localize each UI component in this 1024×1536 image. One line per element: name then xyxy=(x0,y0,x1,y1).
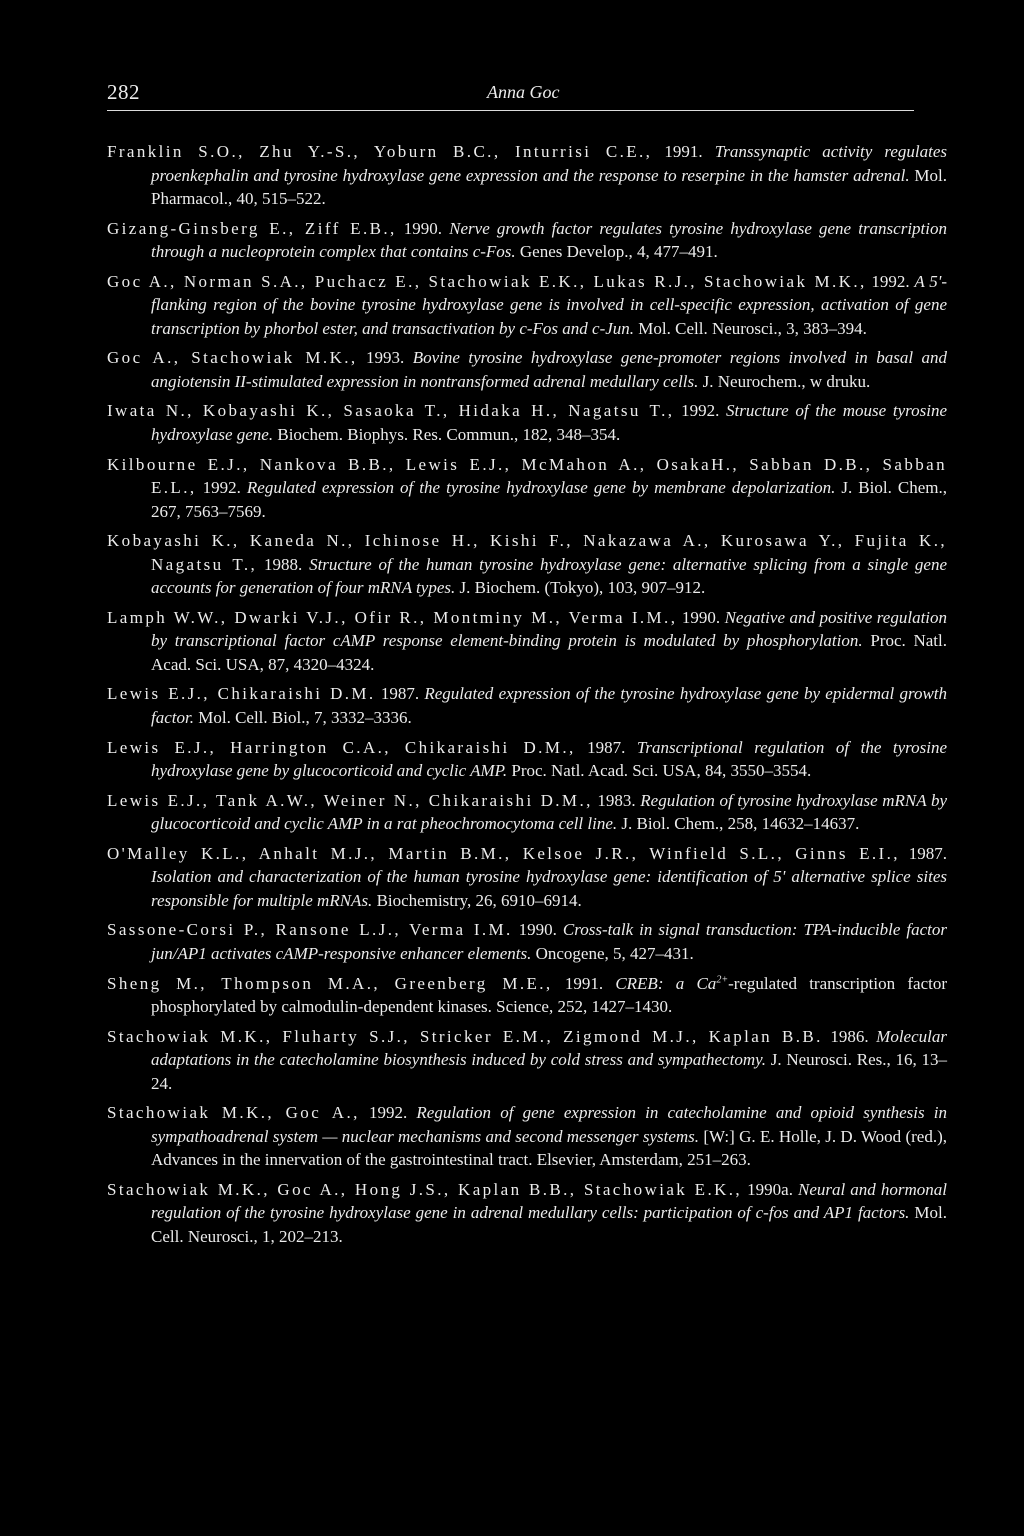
reference-source: -regulated transcription factor phosphorylated by calmodulin-dependent kinases. Science, 252, 1427–1430. xyxy=(151,973,948,1017)
reference-source: Biochemistry, 26, 6910–6914. xyxy=(372,890,582,910)
reference-title: Transcriptional regulation of the tyrosine hydroxylase gene by glucocorticoid and cyclic AMP. xyxy=(151,737,948,781)
reference-year: 1991. xyxy=(552,973,616,993)
reference-entry xyxy=(107,972,947,1019)
page-number: 282 xyxy=(107,80,140,104)
reference-authors: O'Malley K.L., Anhalt M.J., Martin B.M., Kelsoe J.R., Winfield S.L., Ginns E.I., xyxy=(107,843,900,863)
reference-year: 1992. xyxy=(866,271,915,291)
reference-authors: Stachowiak M.K., Goc A., Hong J.S., Kaplan B.B., Stachowiak E.K., xyxy=(107,1179,743,1199)
reference-title: CREB: a Ca xyxy=(615,973,717,993)
reference-authors: Lewis E.J., Chikaraishi D.M. xyxy=(107,684,376,704)
reference-year: 1990. xyxy=(512,920,563,940)
reference-authors: Iwata N., Kobayashi K., Sasaoka T., Hidaka H., Nagatsu T., xyxy=(107,401,675,421)
reference-list xyxy=(107,140,947,1255)
reference-year: 1987. xyxy=(899,843,947,863)
reference-authors: Goc A., Norman S.A., Puchacz E., Stachowiak E.K., Lukas R.J., Stachowiak M.K., xyxy=(107,271,867,291)
reference-authors: Lewis E.J., Harrington C.A., Chikaraishi D.M., xyxy=(107,737,576,757)
reference-title: Nerve growth factor regulates tyrosine hydroxylase gene transcription through a nucleoprotein complex that contains c-Fos. xyxy=(151,218,948,262)
reference-entry xyxy=(107,346,947,393)
reference-entry xyxy=(107,399,947,446)
reference-title: Neural and hormonal regulation of the tyrosine hydroxylase gene in adrenal medullary cells: participation of c-fos and AP1 factors. xyxy=(151,1179,947,1223)
reference-source: [W:] G. E. Holle, J. D. Wood (red.), Advances in the innervation of the gastrointestinal tract. Elsevier, Amsterdam, 251–263. xyxy=(151,1126,947,1170)
reference-entry xyxy=(107,736,947,783)
reference-title: A 5'-flanking region of the bovine tyrosine hydroxylase gene is involved in cell-specific expression, activation of gene transcription by phorbol ester, and transactivation by c-Fos and c-Jun. xyxy=(151,271,947,338)
reference-title: Regulated expression of the tyrosine hydroxylase gene by epidermal growth factor. xyxy=(151,684,948,728)
reference-year: 1992. xyxy=(196,478,247,498)
reference-year: 1990. xyxy=(677,607,725,627)
reference-title: Cross-talk in signal transduction: TPA-inducible factor jun/AP1 activates cAMP-responsive enhancer elements. xyxy=(151,920,947,963)
reference-authors: Goc A., Stachowiak M.K., xyxy=(107,348,358,368)
reference-entry xyxy=(107,217,947,264)
reference-title: Regulation of gene expression in catecholamine and opioid synthesis in sympathoadrenal system — nuclear mechanisms and second messenger systems. xyxy=(151,1103,947,1146)
reference-year: 1986. xyxy=(822,1026,877,1046)
reference-source: J. Biol. Chem., 267, 7563–7569. xyxy=(151,478,947,521)
reference-year: 1987. xyxy=(575,737,637,757)
reference-title: Bovine tyrosine hydroxylase gene-promoter regions involved in basal and angiotensin II-stimulated expression in nontransformed adrenal medullary cells. xyxy=(151,348,948,391)
reference-entry xyxy=(107,140,947,211)
reference-title: Regulated expression of the tyrosine hydroxylase gene by membrane depolarization. xyxy=(246,478,836,498)
reference-title: Isolation and characterization of the human tyrosine hydroxylase gene: identification of 5' alternative splice sites responsible for multiple mRNAs. xyxy=(151,867,947,910)
reference-year: 1990a. xyxy=(742,1179,799,1199)
reference-source: J. Biol. Chem., 258, 14632–14637. xyxy=(617,814,860,834)
reference-authors: Lewis E.J., Tank A.W., Weiner N., Chikaraishi D.M., xyxy=(107,790,593,810)
reference-entry xyxy=(107,1101,947,1172)
reference-year: 1992. xyxy=(359,1103,417,1123)
reference-title: Negative and positive regulation by transcriptional factor cAMP response element-binding protein is modulated by phosphorylation. xyxy=(151,607,948,651)
reference-authors: Kobayashi K., Kaneda N., Ichinose H., Kishi F., Nakazawa A., Kurosawa Y., Fujita K., Nagatsu T., xyxy=(107,531,947,574)
reference-title-superscript: 2+ xyxy=(716,973,729,985)
reference-source: Mol. Pharmacol., 40, 515–522. xyxy=(151,165,947,209)
reference-entry xyxy=(107,789,947,836)
reference-entry xyxy=(107,1025,947,1096)
reference-title: Transsynaptic activity regulates proenkephalin and tyrosine hydroxylase gene expression and the response to reserpine in the hamster adrenal. xyxy=(151,142,947,185)
reference-source: Mol. Cell. Neurosci., 1, 202–213. xyxy=(151,1203,947,1246)
reference-authors: Sassone-Corsi P., Ransone L.J., Verma I.M. xyxy=(107,920,513,940)
reference-authors: Stachowiak M.K., Fluharty S.J., Stricker E.M., Zigmond M.J., Kaplan B.B. xyxy=(107,1026,823,1046)
reference-authors: Franklin S.O., Zhu Y.-S., Yoburn B.C., Inturrisi C.E., xyxy=(107,142,653,161)
reference-authors: Gizang-Ginsberg E., Ziff E.B., xyxy=(107,218,397,238)
reference-entry xyxy=(107,682,947,729)
reference-title: Structure of the human tyrosine hydroxylase gene: alternative splicing from a single gene accounts for generation of four mRNA types. xyxy=(151,554,947,598)
reference-year: 1993. xyxy=(357,348,413,368)
reference-source: J. Neurochem., w druku. xyxy=(698,371,871,391)
reference-year: 1992. xyxy=(674,401,727,421)
page-header xyxy=(107,80,914,110)
reference-entry xyxy=(107,529,947,600)
reference-source: Genes Develop., 4, 477–491. xyxy=(515,242,718,262)
reference-year: 1987. xyxy=(375,684,425,704)
reference-entry xyxy=(107,842,947,913)
reference-source: Mol. Cell. Neurosci., 3, 383–394. xyxy=(634,318,867,338)
reference-entry xyxy=(107,1178,947,1249)
reference-authors: Stachowiak M.K., Goc A., xyxy=(107,1103,360,1123)
reference-source: Proc. Natl. Acad. Sci. USA, 84, 3550–3554. xyxy=(507,761,812,781)
reference-year: 1983. xyxy=(592,790,641,810)
reference-title: Regulation of tyrosine hydroxylase mRNA by glucocorticoid and cyclic AMP in a rat pheochromocytoma cell line. xyxy=(151,790,948,834)
reference-year: 1991. xyxy=(652,142,715,161)
reference-title: Structure of the mouse tyrosine hydroxylase gene. xyxy=(151,401,947,445)
reference-source: Mol. Cell. Biol., 7, 3332–3336. xyxy=(193,708,412,728)
reference-entry xyxy=(107,918,947,965)
reference-source: J. Neurosci. Res., 16, 13–24. xyxy=(151,1050,948,1093)
reference-title: Molecular adaptations in the catecholamine biosynthesis induced by cold stress and sympathectomy. xyxy=(151,1026,947,1070)
reference-source: Oncogene, 5, 427–431. xyxy=(531,943,694,963)
reference-authors: Kilbourne E.J., Nankova B.B., Lewis E.J., McMahon A., OsakaH., Sabban D.B., Sabban E.L., xyxy=(107,454,947,498)
header-rule xyxy=(107,110,914,111)
reference-authors: Lamph W.W., Dwarki V.J., Ofir R., Montminy M., Verma I.M., xyxy=(107,607,678,627)
reference-entry xyxy=(107,453,947,524)
reference-authors: Sheng M., Thompson M.A., Greenberg M.E., xyxy=(107,973,553,993)
reference-year: 1990. xyxy=(396,218,450,238)
reference-entry xyxy=(107,270,947,341)
reference-entry xyxy=(107,606,947,677)
reference-source: Biochem. Biophys. Res. Commun., 182, 348–354. xyxy=(273,425,621,445)
reference-source: Proc. Natl. Acad. Sci. USA, 87, 4320–4324. xyxy=(151,631,947,674)
reference-source: J. Biochem. (Tokyo), 103, 907–912. xyxy=(455,578,706,598)
reference-year: 1988. xyxy=(257,554,310,574)
running-head: Anna Goc xyxy=(487,82,560,102)
